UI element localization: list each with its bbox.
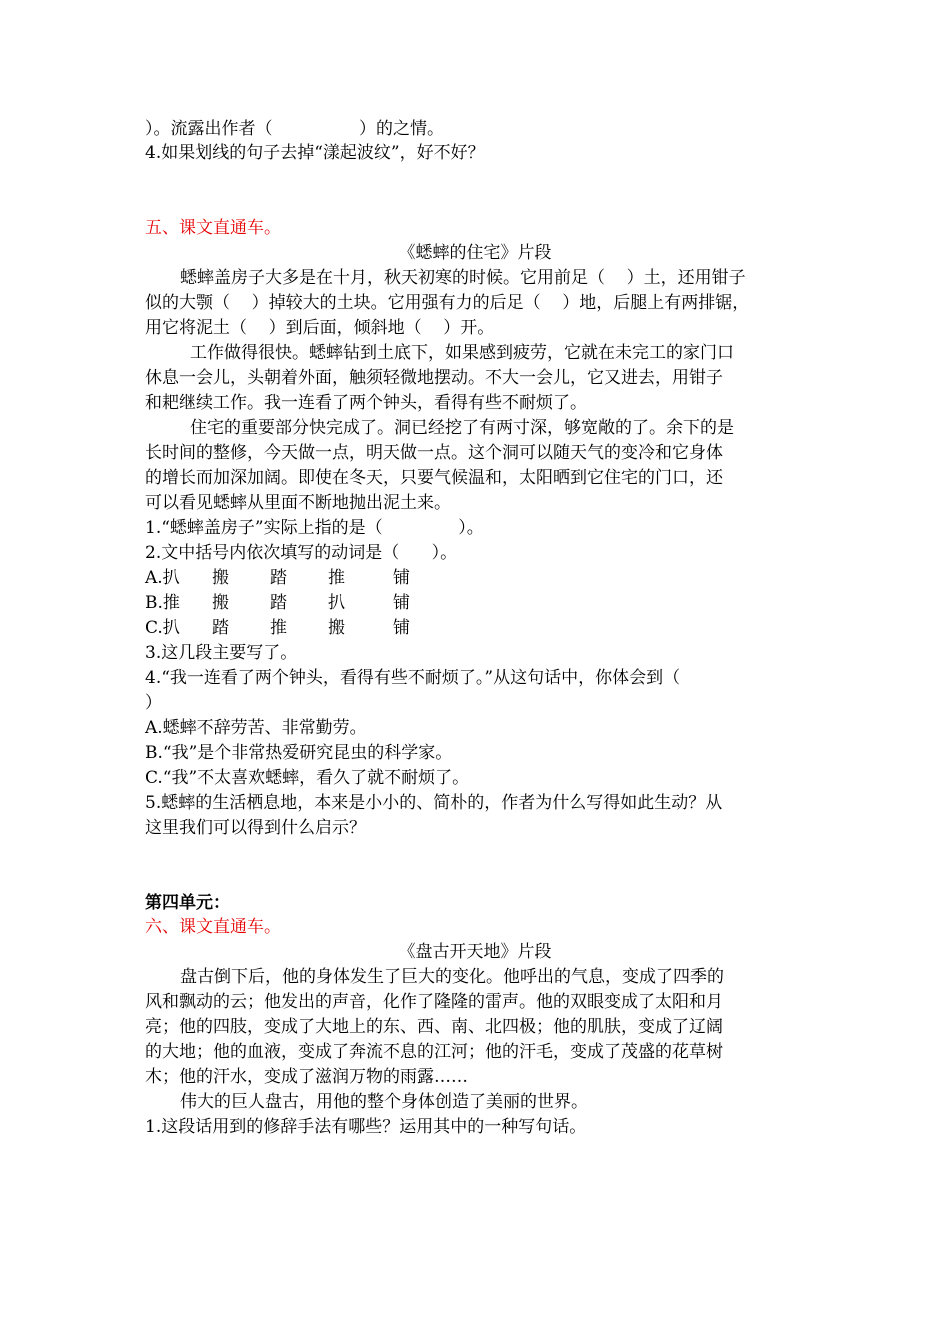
s5-p3-line4: 可以看见蟋蟀从里面不断地抛出泥土来。 xyxy=(145,493,451,513)
s5-p3-line1: 住宅的重要部分快完成了。洞已经挖了有两寸深，够宽敞的了。余下的是 xyxy=(190,418,734,438)
option-word: 铺 xyxy=(393,568,410,588)
option-word: 铺 xyxy=(393,618,410,638)
s6-p1-line5: 木；他的汗水，变成了滋润万物的雨露…… xyxy=(145,1067,468,1087)
s5-p3-line2: 长时间的整修，今天做一点，明天做一点。这个洞可以随天气的变冷和它身体 xyxy=(145,443,723,463)
section-6-title: 《盘古开天地》片段 xyxy=(398,942,552,962)
s5-question-4-line2: ） xyxy=(145,693,162,713)
s5-question-4-line1: 4.“我一连看了两个钟头，看得有些不耐烦了。”从这句话中，你体会到（ xyxy=(145,668,681,688)
option-word: 扒 xyxy=(328,593,345,613)
s6-p1-line1: 盘古倒下后，他的身体发生了巨大的变化。他呼出的气息，变成了四季的 xyxy=(180,967,724,987)
question-4-previous: 4.如果划线的句子去掉“漾起波纹”，好不好？ xyxy=(145,143,485,163)
option-label: B.推 xyxy=(145,593,180,613)
option-word: 搬 xyxy=(328,618,345,638)
option-word: 搬 xyxy=(212,568,229,588)
s5-p1-line2: 似的大颚（ ）掉较大的土块。它用强有力的后足（ ）地，后腿上有两排锯， xyxy=(145,293,750,313)
unit-4-heading: 第四单元： xyxy=(145,893,230,913)
s5-question-1: 1.“蟋蟀盖房子”实际上指的是（ ）。 xyxy=(145,518,484,538)
option-label: C.扒 xyxy=(145,618,180,638)
section-6-heading: 六、课文直通车。 xyxy=(145,917,281,937)
option-word: 推 xyxy=(270,618,287,638)
option-word: 踏 xyxy=(270,593,287,613)
s5-question-2: 2.文中括号内依次填写的动词是（ ）。 xyxy=(145,543,458,563)
option-word: 搬 xyxy=(212,593,229,613)
option-word: 踏 xyxy=(212,618,229,638)
section-5-title: 《蟋蟀的住宅》片段 xyxy=(398,243,552,263)
s5-question-3: 3.这几段主要写了。 xyxy=(145,643,298,663)
s5-p3-line3: 的增长而加深加阔。即使在冬天，只要气候温和，太阳晒到它住宅的门口，还 xyxy=(145,468,723,488)
s5-p1-line1: 蟋蟀盖房子大多是在十月，秋天初寒的时候。它用前足（ ）土，还用钳子 xyxy=(180,268,746,288)
option-word: 推 xyxy=(328,568,345,588)
s5-q4-option-a: A.蟋蟀不辞劳苦、非常勤劳。 xyxy=(145,718,367,738)
option-word: 铺 xyxy=(393,593,410,613)
option-label: A.扒 xyxy=(145,568,180,588)
s5-p2-line2: 休息一会儿，头朝着外面，触须轻微地摆动。不大一会儿，它又进去，用钳子 xyxy=(145,368,723,388)
section-5-heading: 五、课文直通车。 xyxy=(145,218,281,238)
s5-p2-line1: 工作做得很快。蟋蟀钻到土底下，如果感到疲劳，它就在未完工的家门口 xyxy=(190,343,734,363)
s6-p1-line2: 风和飘动的云；他发出的声音，化作了隆隆的雷声。他的双眼变成了太阳和月 xyxy=(145,992,723,1012)
s6-p1-line3: 亮；他的四肢，变成了大地上的东、西、南、北四极；他的肌肤，变成了辽阔 xyxy=(145,1017,723,1037)
option-word: 踏 xyxy=(270,568,287,588)
s6-p1-line4: 的大地；他的血液，变成了奔流不息的江河；他的汗毛，变成了茂盛的花草树 xyxy=(145,1042,723,1062)
s5-q4-option-c: C.“我”不太喜欢蟋蟀，看久了就不耐烦了。 xyxy=(145,768,470,788)
s6-p2: 伟大的巨人盘古，用他的整个身体创造了美丽的世界。 xyxy=(180,1092,588,1112)
s5-question-5-line2: 这里我们可以得到什么启示？ xyxy=(145,818,366,838)
s5-question-5-line1: 5.蟋蟀的生活栖息地，本来是小小的、简朴的，作者为什么写得如此生动？从 xyxy=(145,793,723,813)
s5-p2-line3: 和耙继续工作。我一连看了两个钟头，看得有些不耐烦了。 xyxy=(145,393,587,413)
s6-question-1: 1.这段话用到的修辞手法有哪些？运用其中的一种写句话。 xyxy=(145,1117,587,1137)
previous-question-line: ）。流露出作者（ ）的之情。 xyxy=(145,119,444,139)
s5-q4-option-b: B.“我”是个非常热爱研究昆虫的科学家。 xyxy=(145,743,453,763)
s5-p1-line3: 用它将泥土（ ）到后面，倾斜地（ ）开。 xyxy=(145,318,495,338)
